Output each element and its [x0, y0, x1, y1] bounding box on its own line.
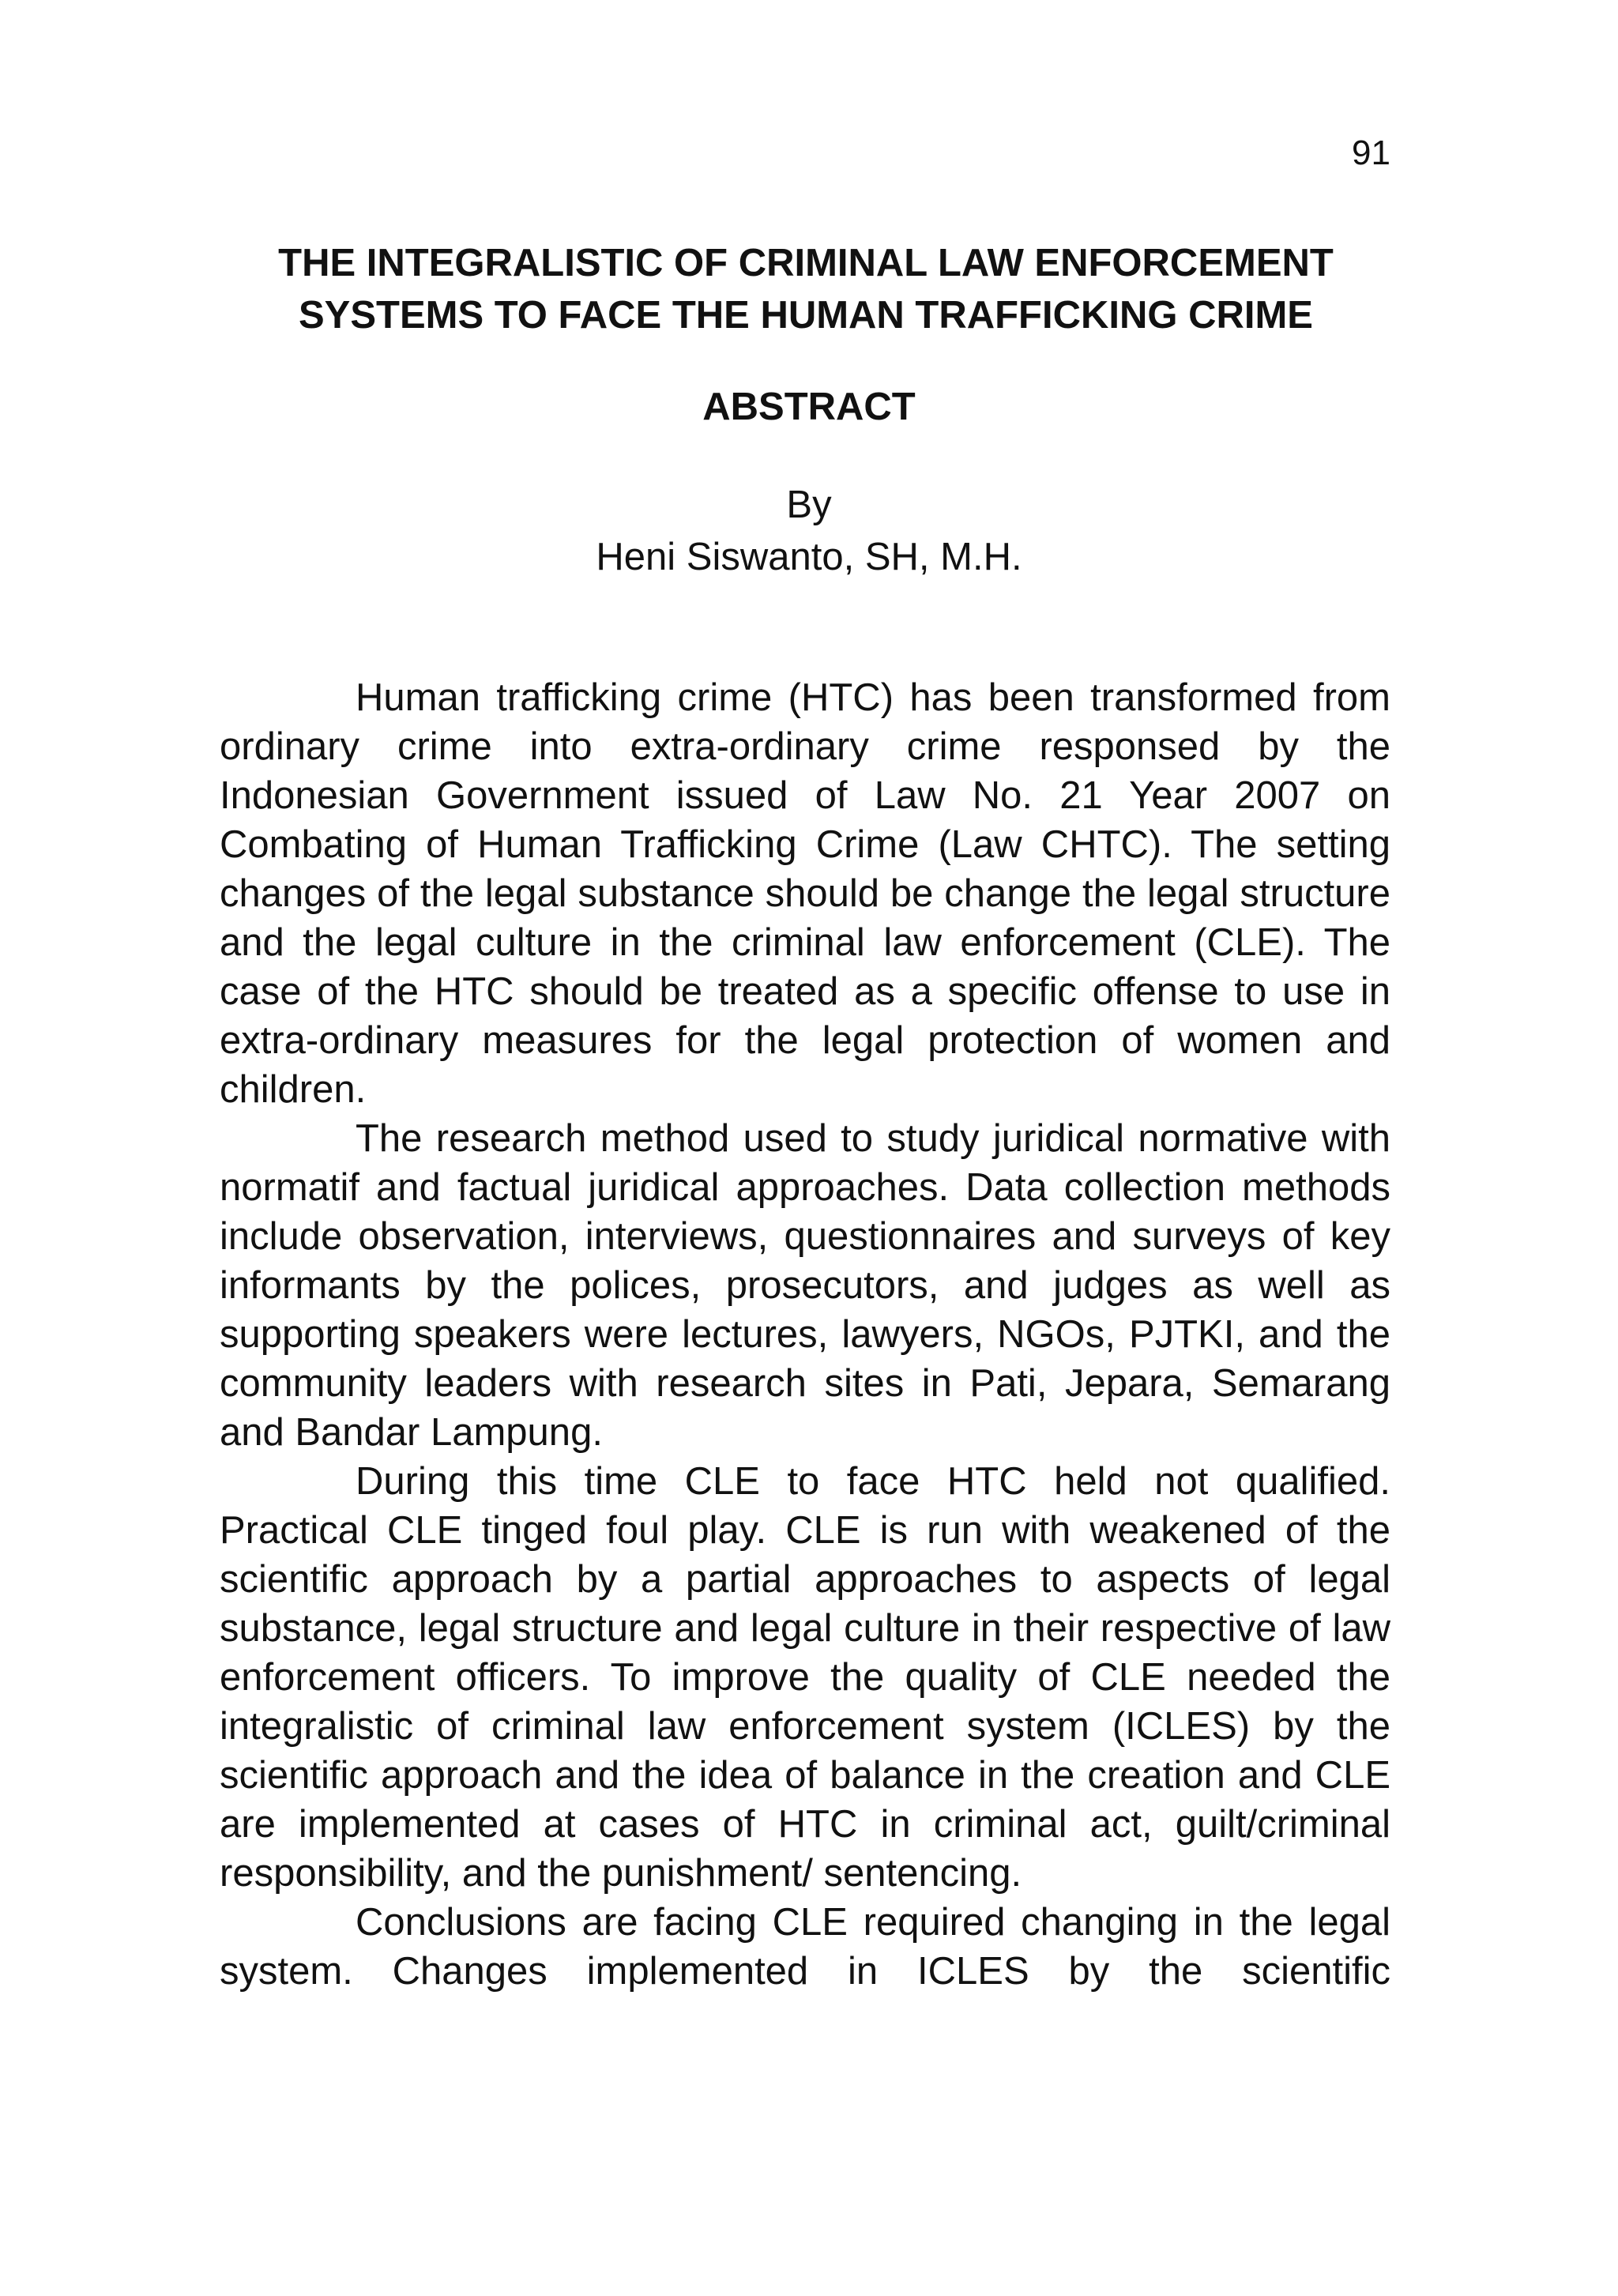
abstract-body — [220, 673, 1390, 1996]
paragraph-2: The research method used to study juridical normative with normatif and factual juridical approaches. Data collection methods include observation, interviews, questionnaires and surveys of key informants by the polices, prosecutors, and judges as well as supporting speakers were lectures, lawyers, NGOs, PJTKI, and the community leaders with research sites in Pati, Jepara, Semarang and Bandar Lampung. — [220, 1117, 1390, 1454]
paragraph-4: Conclusions are facing CLE required changing in the legal system. Changes implemented in ICLES by the scientific — [220, 1901, 1390, 1993]
paper-title — [190, 237, 1422, 341]
abstract-heading: ABSTRACT — [702, 386, 916, 428]
title-line-1: THE INTEGRALISTIC OF CRIMINAL LAW ENFORCEMENT — [278, 242, 1334, 284]
page-number: 91 — [1352, 134, 1390, 172]
author-name: Heni Siswanto, SH, M.H. — [596, 536, 1022, 578]
byline — [0, 479, 1618, 583]
byline-by: By — [786, 484, 832, 526]
title-line-2: SYSTEMS TO FACE THE HUMAN TRAFFICKING CRIME — [298, 294, 1313, 337]
paragraph-3: During this time CLE to face HTC held not qualified. Practical CLE tinged foul play. CLE is run with weakened of the scientific approach by a partial approaches to aspects of legal substance, legal structure and legal culture in their respective of law enforcement officers. To improve the quality of CLE needed the integralistic of criminal law enforcement system (ICLES) by the scientific approach and the idea of balance in the creation and CLE are implemented at cases of HTC in criminal act, guilt/criminal responsibility, and the punishment/ sentencing. — [220, 1460, 1390, 1895]
paragraph-1: Human trafficking crime (HTC) has been transformed from ordinary crime into extra-ordinary crime responsed by the Indonesian Government issued of Law No. 21 Year 2007 on Combating of Human Trafficking Crime (Law CHTC). The setting changes of the legal substance should be change the legal structure and the legal culture in the criminal law enforcement (CLE). The case of the HTC should be treated as a specific offense to use in extra-ordinary measures for the legal protection of women and children. — [220, 676, 1390, 1111]
